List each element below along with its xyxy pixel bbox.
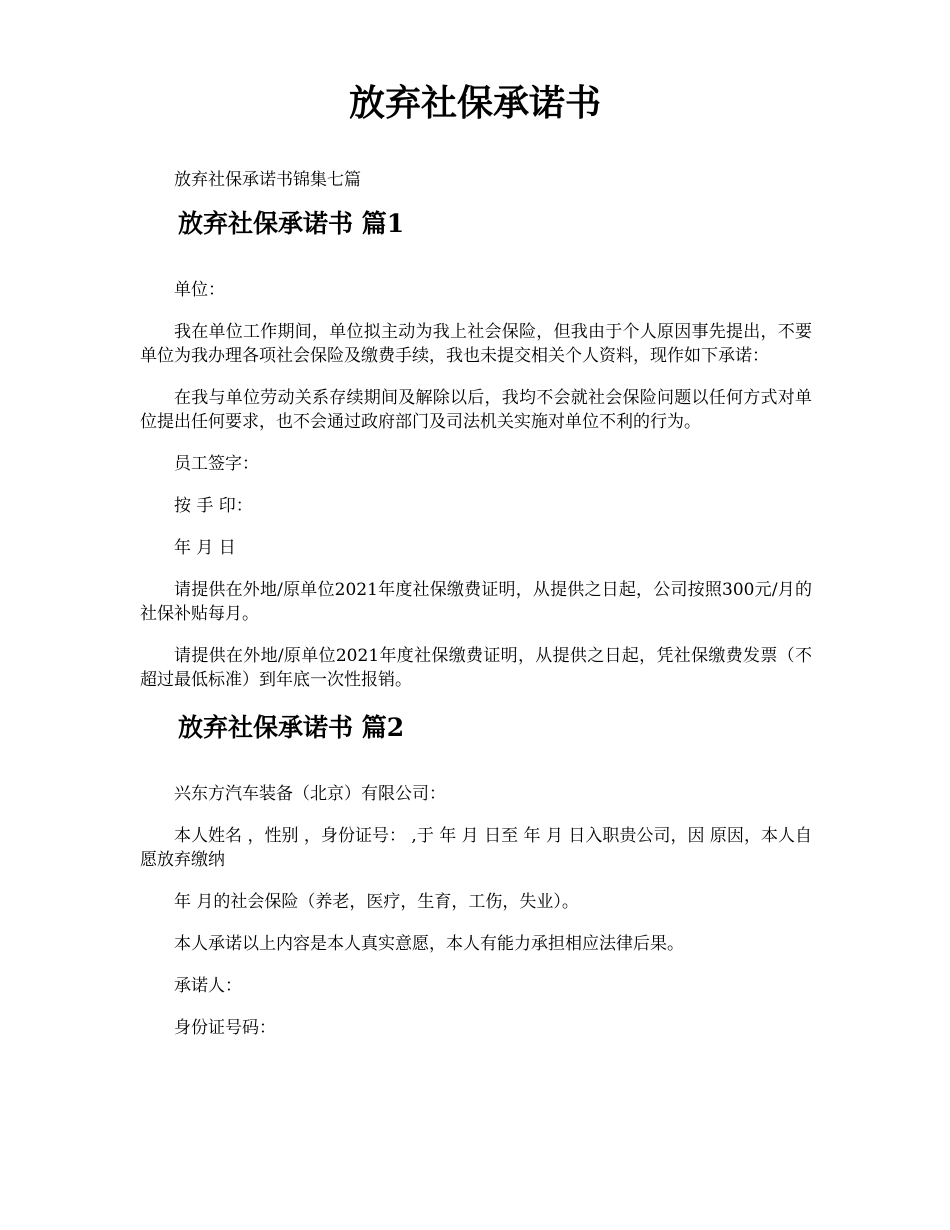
section-heading: 放弃社保承诺书 篇1 (178, 209, 405, 238)
paragraph: 在我与单位劳动关系存续期间及解除以后，我均不会就社会保险问题以任何方式对单位提出任何要求，也不会通过政府部门及司法机关实施对单位不利的行为。 (140, 388, 812, 432)
document-subtitle: 放弃社保承诺书锦集七篇 (174, 170, 361, 190)
paragraph: 请提供在外地/原单位2021年度社保缴费证明，从提供之日起，公司按照300元/月的社保补贴每月。 (140, 580, 812, 624)
paragraph: 年 月 日 (174, 538, 236, 558)
section-2 (140, 710, 812, 1040)
paragraph: 员工签字： (174, 454, 259, 474)
paragraph: 按 手 印： (174, 496, 253, 516)
document-title: 放弃社保承诺书 (348, 82, 601, 124)
paragraph: 本人姓名 ，性别 ，身份证号： ,于 年 月 日至 年 月 日入职贵公司，因 原因，本人自愿放弃缴纳 (140, 826, 812, 870)
paragraph: 承诺人： (174, 976, 242, 996)
paragraph: 单位： (174, 280, 225, 300)
section-1 (140, 206, 812, 692)
document-body (140, 168, 812, 1058)
paragraph: 年 月的社会保险（养老，医疗，生育，工伤，失业）。 (174, 892, 579, 912)
section-heading: 放弃社保承诺书 篇2 (178, 713, 405, 742)
paragraph: 我在单位工作期间，单位拟主动为我上社会保险，但我由于个人原因事先提出，不要单位为我办理各项社会保险及缴费手续，我也未提交相关个人资料，现作如下承诺： (140, 322, 812, 366)
paragraph: 身份证号码： (174, 1018, 276, 1038)
paragraph: 兴东方汽车装备（北京）有限公司： (174, 784, 446, 804)
paragraph: 请提供在外地/原单位2021年度社保缴费证明，从提供之日起，凭社保缴费发票（不超过最低标准）到年底一次性报销。 (140, 646, 812, 690)
paragraph: 本人承诺以上内容是本人真实意愿，本人有能力承担相应法律后果。 (174, 934, 684, 954)
